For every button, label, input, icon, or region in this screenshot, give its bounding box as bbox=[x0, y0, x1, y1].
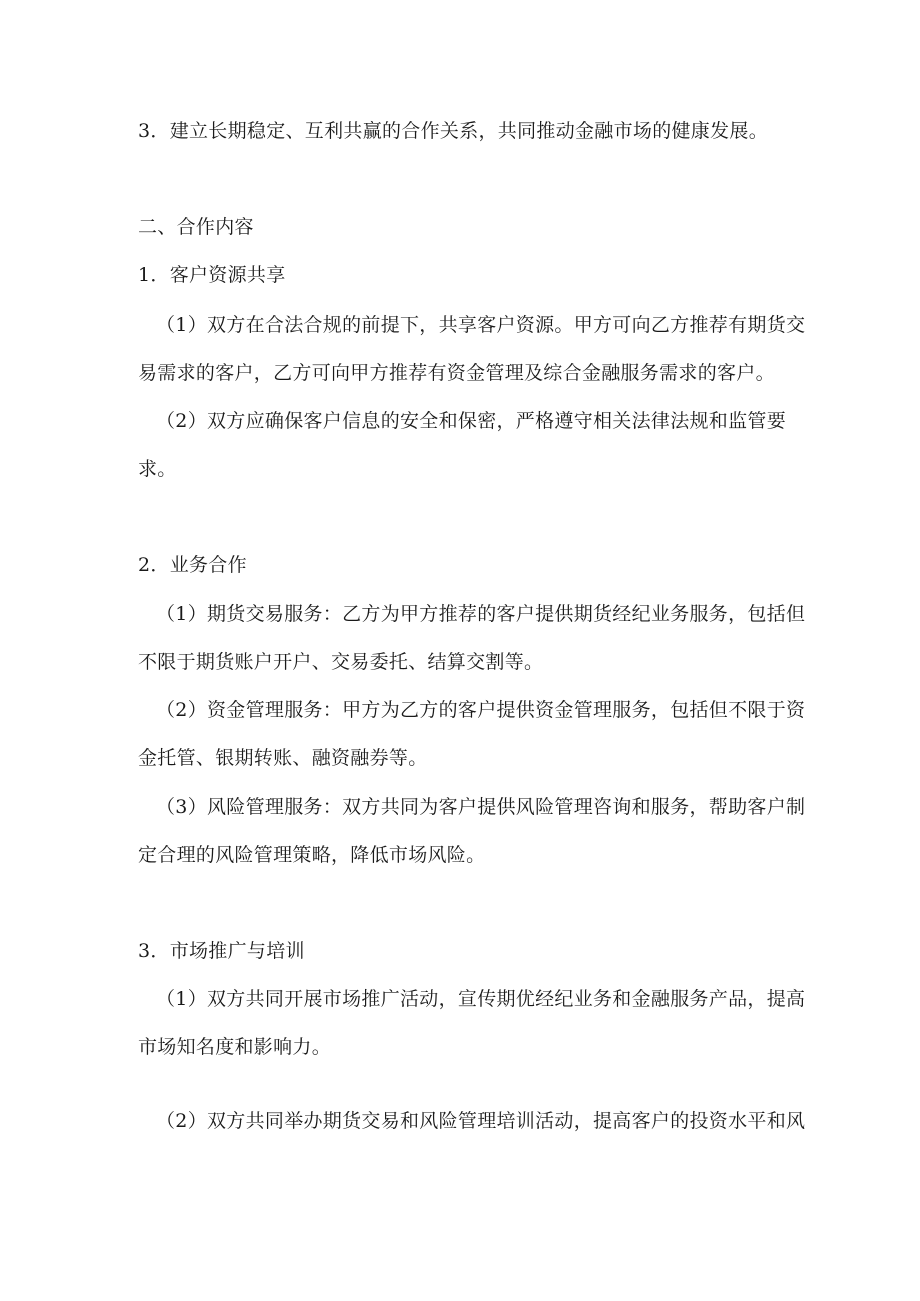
paragraph-line: 定合理的风险管理策略，降低市场风险。 bbox=[138, 844, 486, 866]
paragraph-line: （1）双方共同开展市场推广活动，宣传期优经纪业务和金融服务产品，提高 bbox=[156, 988, 806, 1010]
paragraph-line: （3）风险管理服务：双方共同为客户提供风险管理咨询和服务，帮助客户制 bbox=[156, 796, 806, 818]
paragraph-line: （2）资金管理服务：甲方为乙方的客户提供资金管理服务，包括但不限于资 bbox=[156, 699, 806, 721]
paragraph-line: （2）双方应确保客户信息的安全和保密，严格遵守相关法律法规和监管要 bbox=[156, 410, 786, 432]
section-heading-cooperation-content: 二、合作内容 bbox=[138, 216, 254, 238]
paragraph-line: 求。 bbox=[138, 458, 177, 480]
paragraph-line: （1）期货交易服务：乙方为甲方推荐的客户提供期货经纪业务服务，包括但 bbox=[156, 603, 806, 625]
paragraph-line: （2）双方共同举办期货交易和风险管理培训活动，提高客户的投资水平和风 bbox=[156, 1110, 806, 1132]
subheading-marketing-training: 3．市场推广与培训 bbox=[138, 940, 305, 962]
paragraph-line: 市场知名度和影响力。 bbox=[138, 1036, 332, 1058]
paragraph-line: 金托管、银期转账、融资融券等。 bbox=[138, 747, 428, 769]
paragraph-line: 易需求的客户，乙方可向甲方推荐有资金管理及综合金融服务需求的客户。 bbox=[138, 362, 775, 384]
list-item-objective-3: 3．建立长期稳定、互利共赢的合作关系，共同推动金融市场的健康发展。 bbox=[138, 120, 768, 142]
subheading-business-cooperation: 2．业务合作 bbox=[138, 554, 247, 576]
subheading-client-resource-sharing: 1．客户资源共享 bbox=[138, 264, 286, 286]
paragraph-line: 不限于期货账户开户、交易委托、结算交割等。 bbox=[138, 651, 544, 673]
paragraph-line: （1）双方在合法合规的前提下，共享客户资源。甲方可向乙方推荐有期货交 bbox=[156, 314, 806, 336]
